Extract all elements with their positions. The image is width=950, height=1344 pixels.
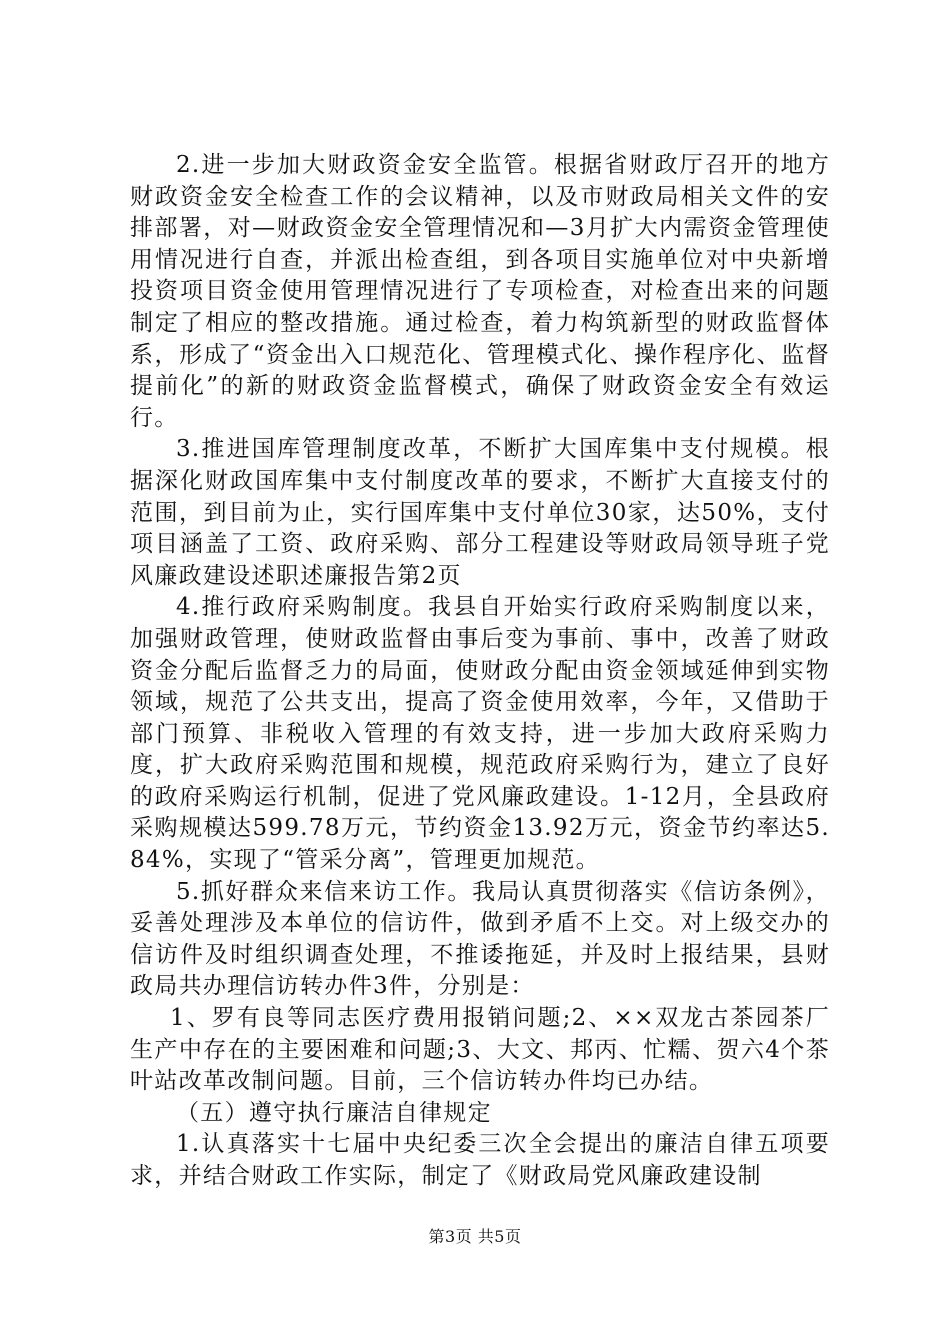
paragraph-treasury-reform: 3.推进国库管理制度改革，不断扩大国库集中支付规模。根据深化财政国库集中支付制度改革的要求，不断扩大直接支付的范围，到目前为止，实行国库集中支付单位30家，达50%，支付项目涵盖了工资、政府采购、部分工程建设等财政局领导班子党风廉政建设述职述廉报告第2页 [130,436,830,589]
paragraph-government-procurement: 4.推行政府采购制度。我县自开始实行政府采购制度以来，加强财政管理，使财政监督由事后变为事前、事中，改善了财政资金分配后监督乏力的局面，使财政分配由资金领域延伸到实物领域，规范了公共支出，提高了资金使用效率，今年，又借助于部门预算、非税收入管理的有效支持，进一步加大政府采购力度，扩大政府采购范围和规模，规范政府采购行为，建立了良好的政府采购运行机制，促进了党风廉政建设。1-12月，全县政府采购规模达599.78万元，节约资金13.92万元，资金节约率达5.84%，实现了“管采分离”，管理更加规范。 [130,594,830,874]
paragraph-self-discipline: 1.认真落实十七届中央纪委三次全会提出的廉洁自律五项要求，并结合财政工作实际，制定了《财政局党风廉政建设制 [130,1131,830,1189]
section-heading: （五）遵守执行廉洁自律规定 [176,1099,492,1126]
page-number-footer: 第3页 共5页 [428,1227,522,1246]
paragraph-fund-supervision: 2.进一步加大财政资金安全监管。根据省财政厅召开的地方财政资金安全检查工作的会议精神，以及市财政局相关文件的安排部署，对—财政资金安全管理情况和—3月扩大内需资金管理使用情况进行自查，并派出检查组，到各项目实施单位对中央新增投资项目资金使用管理情况进行了专项检查，对检查出来的问题制定了相应的整改措施。通过检查，着力构筑新型的财政监督体系，形成了“资金出入口规范化、管理模式化、操作程序化、监督提前化”的新的财政资金监督模式，确保了财政资金安全有效运行。 [130,152,830,431]
document-body [130,150,830,1193]
paragraph-petition-list: 1、罗有良等同志医疗费用报销问题;2、××双龙古茶园茶厂生产中存在的主要困难和问题;3、大文、邦丙、忙糯、贺六4个茶叶站改革改制问题。目前，三个信访转办件均已办结。 [130,1005,830,1095]
paragraph-petition-work: 5.抓好群众来信来访工作。我局认真贯彻落实《信访条例》，妥善处理涉及本单位的信访件，做到矛盾不上交。对上级交办的信访件及时组织调查处理，不推诿拖延，并及时上报结果，县财政局共办理信访转办件3件，分别是： [130,878,830,1000]
